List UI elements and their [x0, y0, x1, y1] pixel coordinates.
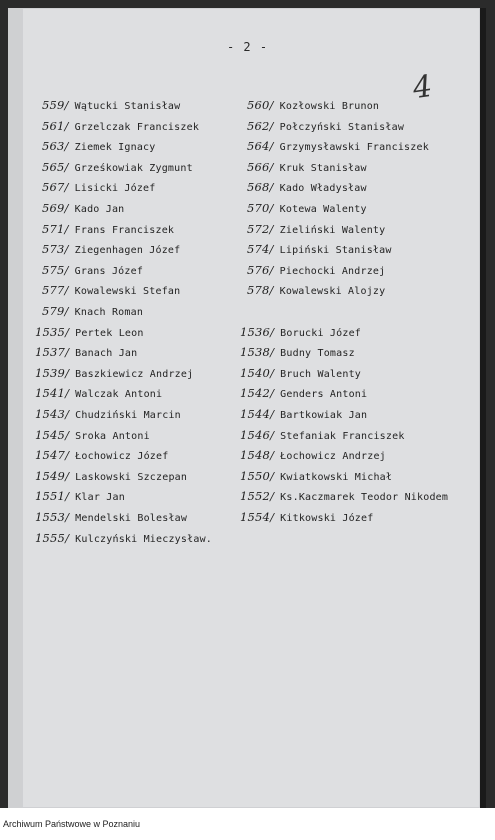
- entry-number: 568/: [247, 180, 274, 195]
- list-item: [42, 180, 156, 194]
- handwritten-mark: 4: [410, 68, 435, 107]
- entry-number: 560/: [247, 98, 274, 112]
- page-right-edge: [480, 8, 486, 808]
- list-item: [240, 510, 373, 524]
- entry-number: 1551/: [35, 489, 70, 504]
- entry-name: Mendelski Bolesław: [75, 513, 188, 524]
- entry-number: 1542/: [240, 386, 275, 401]
- entry-name: Banach Jan: [75, 348, 138, 360]
- entry-name: Połczyński Stanisław: [279, 121, 405, 133]
- list-item: [247, 242, 392, 256]
- archive-footer: [0, 808, 495, 840]
- entry-name: Grzymysławski Franciszek: [279, 142, 429, 154]
- entry-name: Łochowicz Andrzej: [280, 451, 386, 463]
- entry-number: 575/: [42, 262, 69, 277]
- list-item: [247, 180, 367, 194]
- entry-number: 1553/: [35, 510, 70, 524]
- entry-name: Kotewa Walenty: [279, 204, 367, 215]
- list-item: [247, 222, 385, 236]
- list-item: [42, 242, 180, 256]
- list-item: [35, 510, 187, 524]
- entry-name: Walczak Antoni: [75, 389, 163, 401]
- entry-number: 1550/: [240, 468, 275, 483]
- entry-name: Ks.Kaczmarek Teodor Nikodem: [280, 492, 449, 504]
- entry-name: Piechocki Andrzej: [279, 265, 386, 277]
- list-item: [42, 222, 174, 236]
- entry-name: Wątucki Stanisław: [74, 101, 181, 112]
- entry-number: 566/: [247, 159, 274, 174]
- entry-number: 1552/: [240, 489, 275, 504]
- entry-number: 559/: [42, 98, 69, 112]
- entry-name: Lisicki Józef: [74, 183, 156, 195]
- entry-name: Kitkowski Józef: [280, 513, 374, 524]
- list-item: [35, 531, 212, 545]
- entry-number: 574/: [247, 242, 274, 257]
- list-item: [247, 98, 379, 112]
- entry-number: 1548/: [240, 448, 275, 463]
- entry-name: Grzelczak Franciszek: [74, 121, 200, 133]
- list-item: [247, 283, 385, 297]
- list-item: [42, 160, 193, 174]
- list-item: [240, 428, 405, 442]
- list-item: [42, 263, 143, 277]
- page-left-strip: [8, 8, 23, 808]
- entry-name: Łochowicz Józef: [75, 451, 169, 463]
- list-item: [35, 345, 137, 359]
- list-item: [240, 489, 448, 503]
- entry-number: 1544/: [240, 407, 275, 421]
- entry-name: Ziegenhagen Józef: [74, 245, 181, 257]
- entry-number: 562/: [247, 118, 274, 133]
- archive-name: Archiwum Państwowe w Poznaniu: [3, 819, 141, 829]
- list-item: [247, 201, 367, 215]
- entry-name: Kozłowski Brunon: [279, 101, 380, 112]
- entry-name: Kowalewski Alojzy: [279, 286, 386, 298]
- list-item: [240, 325, 361, 339]
- list-item: [247, 139, 429, 153]
- entry-name: Pertek Leon: [75, 327, 144, 339]
- list-item: [35, 469, 187, 483]
- list-item: [240, 469, 392, 483]
- entry-name: Kowalewski Stefan: [74, 286, 181, 298]
- entry-number: 572/: [247, 221, 274, 236]
- entry-name: Stefaniak Franciszek: [280, 430, 405, 442]
- entry-number: 578/: [247, 283, 274, 298]
- entry-number: 1535/: [35, 324, 70, 339]
- list-item: [240, 366, 361, 380]
- list-item: [240, 448, 386, 462]
- list-item: [35, 386, 162, 400]
- entry-number: 1545/: [35, 427, 70, 442]
- entry-name: Bartkowiak Jan: [280, 410, 368, 421]
- list-item: [247, 263, 385, 277]
- entry-number: 570/: [247, 201, 274, 215]
- entry-name: Borucki Józef: [280, 327, 362, 339]
- entry-name: Kruk Stanisław: [279, 162, 367, 174]
- entry-name: Grześkowiak Zygmunt: [74, 162, 193, 174]
- list-item: [35, 325, 144, 339]
- entry-number: 569/: [42, 201, 69, 215]
- entry-number: 576/: [247, 262, 274, 277]
- entry-name: Grans Józef: [74, 265, 144, 277]
- entry-name: Lipiński Stanisław: [279, 245, 392, 257]
- entry-name: Zieliński Walenty: [279, 224, 386, 236]
- entry-number: 1539/: [35, 365, 70, 380]
- list-item: [35, 366, 193, 380]
- list-item: [42, 283, 180, 297]
- list-item: [247, 119, 404, 133]
- entry-name: Budny Tomasz: [280, 348, 355, 360]
- entry-number: 1546/: [240, 427, 275, 442]
- list-item: [240, 345, 355, 359]
- list-item: [35, 428, 150, 442]
- entry-number: 1538/: [240, 345, 275, 360]
- entry-number: 1540/: [240, 365, 275, 380]
- entry-number: 571/: [42, 221, 69, 236]
- entry-number: 1547/: [35, 448, 70, 463]
- entry-number: 564/: [247, 139, 274, 154]
- entry-name: Laskowski Szczepan: [75, 471, 188, 483]
- entry-name: Bruch Walenty: [280, 368, 362, 380]
- page-number: - 2 -: [226, 40, 269, 54]
- entry-number: 565/: [42, 159, 69, 174]
- entry-number: 1541/: [35, 386, 70, 401]
- list-item: [35, 489, 125, 503]
- list-item: [247, 160, 367, 174]
- entry-name: Chudziński Marcin: [75, 410, 181, 421]
- entry-number: 1554/: [240, 510, 275, 524]
- list-item: [42, 139, 156, 153]
- entry-number: 567/: [42, 180, 69, 195]
- list-item: [42, 201, 124, 215]
- entry-name: Sroka Antoni: [75, 430, 150, 442]
- list-item: [42, 304, 143, 318]
- entry-number: 577/: [42, 283, 69, 298]
- entry-number: 573/: [42, 242, 69, 257]
- entry-name: Frans Franciszek: [74, 224, 175, 236]
- list-item: [35, 448, 168, 462]
- list-item: [35, 407, 181, 421]
- entry-name: Kulczyński Mieczysław.: [75, 533, 213, 545]
- list-item: [240, 386, 367, 400]
- entry-name: Kwiatkowski Michał: [280, 471, 393, 483]
- entry-name: Kado Władysław: [279, 183, 367, 195]
- entry-name: Ziemek Ignacy: [74, 142, 156, 154]
- entry-number: 579/: [42, 304, 69, 318]
- entry-number: 563/: [42, 139, 69, 154]
- list-item: [42, 119, 199, 133]
- entry-number: 1543/: [35, 407, 70, 421]
- entry-name: Baszkiewicz Andrzej: [75, 368, 194, 380]
- entry-name: Kado Jan: [74, 204, 125, 215]
- entry-number: 1536/: [240, 324, 275, 339]
- entry-name: Genders Antoni: [280, 389, 368, 401]
- list-item: [42, 98, 180, 112]
- list-item: [240, 407, 367, 421]
- entry-number: 1549/: [35, 468, 70, 483]
- entry-number: 1537/: [35, 345, 70, 360]
- entry-name: Knach Roman: [74, 307, 144, 318]
- entry-name: Klar Jan: [75, 492, 125, 504]
- entry-number: 1555/: [35, 530, 70, 545]
- entry-number: 561/: [42, 118, 69, 133]
